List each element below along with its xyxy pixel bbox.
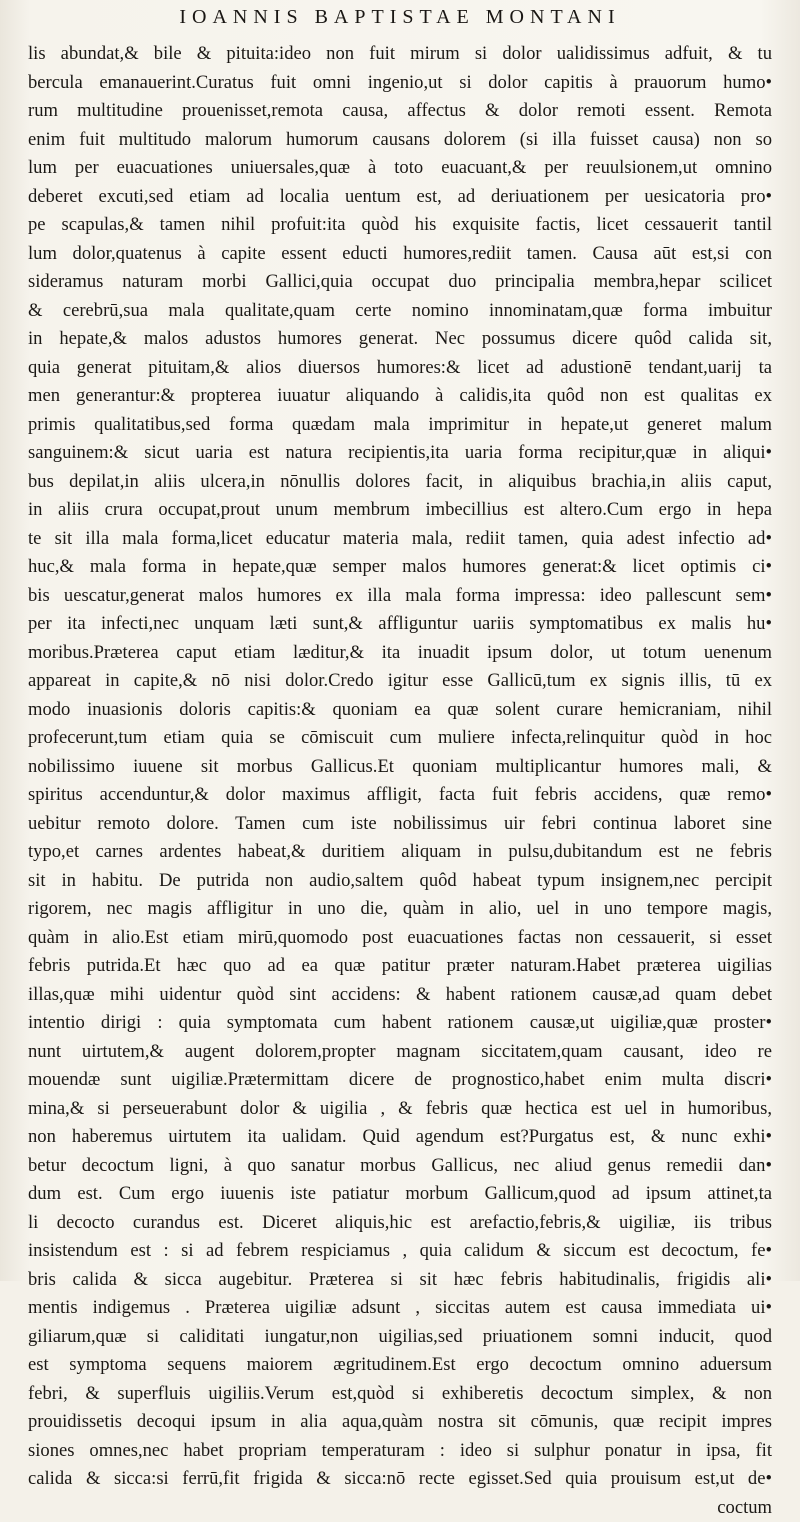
text-line: non haberemus uirtutem ita ualidam. Quid agendum est?Purgatus est, & nunc exhi• bbox=[28, 1123, 772, 1152]
text-line: febri, & superfluis uigiliis.Verum est,quòd si exhiberetis decoctum simplex, & non bbox=[28, 1380, 772, 1409]
text-line: lum per euacuationes uniuersales,quæ à toto euacuant,& per reuulsionem,ut omnino bbox=[28, 154, 772, 183]
text-line: giliarum,quæ si caliditati iungatur,non uigilias,sed priuationem somni inducit, quod bbox=[28, 1323, 772, 1352]
text-line: prouidissetis decoqui ipsum in alia aqua,quàm nostra sit cōmunis, quæ recipit impres bbox=[28, 1408, 772, 1437]
text-line: bris calida & sicca augebitur. Præterea si sit hæc febris habitudinalis, frigidis ali• bbox=[28, 1266, 772, 1295]
text-line: te sit illa mala forma,licet educatur materia mala, rediit tamen, quia adest infectio ad• bbox=[28, 525, 772, 554]
text-line: pe scapulas,& tamen nihil profuit:ita quòd his exquisite factis, licet cessauerit tantil bbox=[28, 211, 772, 240]
text-line: moribus.Præterea caput etiam læditur,& ita inuadit ipsum dolor, ut totum uenenum bbox=[28, 639, 772, 668]
text-line: in hepate,& malos adustos humores generat. Nec possumus dicere quôd calida sit, bbox=[28, 325, 772, 354]
running-head: IOANNIS BAPTISTAE MONTANI bbox=[0, 6, 800, 29]
text-line: sideramus naturam morbi Gallici,quia occupat duo principalia membra,hepar scilicet bbox=[28, 268, 772, 297]
text-line: siones omnes,nec habet propriam temperaturam : ideo si sulphur ponatur in ipsa, fit bbox=[28, 1437, 772, 1466]
text-line: lum dolor,quatenus à capite essent educti humores,rediit tamen. Causa aūt est,si con bbox=[28, 240, 772, 269]
text-line: in aliis crura occupat,prout unum membrum imbecillius est altero.Cum ergo in hepa bbox=[28, 496, 772, 525]
text-line: appareat in capite,& nō nisi dolor.Credo igitur esse Gallicū,tum ex signis illis, tū ex bbox=[28, 667, 772, 696]
text-line: betur decoctum ligni, à quo sanatur morbus Gallicus, nec aliud genus remedii dan• bbox=[28, 1152, 772, 1181]
text-line: mina,& si perseuerabunt dolor & uigilia , & febris quæ hectica est uel in humoribus, bbox=[28, 1095, 772, 1124]
text-line: huc,& mala forma in hepate,quæ semper malos humores generat:& licet optimis ci• bbox=[28, 553, 772, 582]
text-line: lis abundat,& bile & pituita:ideo non fuit mirum si dolor ualidissimus adfuit, & tu bbox=[28, 40, 772, 69]
text-line: mentis indigemus . Præterea uigiliæ adsunt , siccitas autem est causa immediata ui• bbox=[28, 1294, 772, 1323]
text-line: dum est. Cum ergo iuuenis iste patiatur morbum Gallicum,quod ad ipsum attinet,ta bbox=[28, 1180, 772, 1209]
text-line: per ita infecti,nec unquam læti sunt,& affliguntur uariis symptomatibus ex malis hu• bbox=[28, 610, 772, 639]
text-line: sanguinem:& sicut uaria est natura recipientis,ita uaria forma recipitur,quæ in aliqui• bbox=[28, 439, 772, 468]
text-line: bis uescatur,generat malos humores ex illa mala forma impressa: ideo pallescunt sem• bbox=[28, 582, 772, 611]
text-line: insistendum est : si ad febrem respiciamus , quia calidum & siccum est decoctum, fe• bbox=[28, 1237, 772, 1266]
text-line: li decocto curandus est. Diceret aliquis,hic est arefactio,febris,& uigiliæ, iis tribus bbox=[28, 1209, 772, 1238]
text-line: bus depilat,in aliis ulcera,in nōnullis dolores facit, in aliquibus brachia,in aliis caput, bbox=[28, 468, 772, 497]
text-line: uebitur remoto dolore. Tamen cum iste nobilissimus uir febri continua laboret sine bbox=[28, 810, 772, 839]
body-text bbox=[28, 40, 772, 1522]
text-line: bercula emanauerint.Curatus fuit omni ingenio,ut si dolor capitis à prauorum humo• bbox=[28, 69, 772, 98]
catchword: coctum bbox=[28, 1494, 772, 1522]
text-line: rigorem, nec magis affligitur in uno die, quàm in alio, uel in uno tempore magis, bbox=[28, 895, 772, 924]
text-line: enim fuit multitudo malorum humorum causans dolorem (si illa fuisset causa) non so bbox=[28, 126, 772, 155]
text-line: men generantur:& propterea iuuatur aliquando à calidis,ita quôd non est qualitas ex bbox=[28, 382, 772, 411]
text-line: typo,et carnes ardentes habeat,& duritiem aliquam in pulsu,dubitandum est ne febris bbox=[28, 838, 772, 867]
text-line: spiritus accenduntur,& dolor maximus affligit, facta fuit febris accidens, quæ remo• bbox=[28, 781, 772, 810]
text-line: deberet excuti,sed etiam ad localia uentum est, ad deriuationem per uesicatoria pro• bbox=[28, 183, 772, 212]
text-line: calida & sicca:si ferrū,fit frigida & sicca:nō recte egisset.Sed quia prouisum est,ut de• bbox=[28, 1465, 772, 1494]
text-line: intentio dirigi : quia symptomata cum habent rationem causæ,ut uigiliæ,quæ proster• bbox=[28, 1009, 772, 1038]
text-line: est symptoma sequens maiorem ægritudinem.Est ergo decoctum omnino aduersum bbox=[28, 1351, 772, 1380]
text-line: primis qualitatibus,sed forma quædam mala imprimitur in hepate,ut generet malum bbox=[28, 411, 772, 440]
text-line: quàm in alio.Est etiam mirū,quomodo post euacuationes factas non cessauerit, si esset bbox=[28, 924, 772, 953]
text-line: modo inuasionis doloris capitis:& quoniam ea quæ solent curare hemicraniam, nihil bbox=[28, 696, 772, 725]
text-line: nobilissimo iuuene sit morbus Gallicus.Et quoniam multiplicantur humores mali, & bbox=[28, 753, 772, 782]
text-line: profecerunt,tum etiam quia se cōmiscuit cum muliere infecta,relinquitur quòd in hoc bbox=[28, 724, 772, 753]
text-line: mouendæ sunt uigiliæ.Prætermittam dicere de prognostico,habet enim multa discri• bbox=[28, 1066, 772, 1095]
text-line: sit in habitu. De putrida non audio,saltem quôd habeat typum insignem,nec percipit bbox=[28, 867, 772, 896]
text-line: nunt uirtutem,& augent dolorem,propter magnam siccitatem,quam causant, ideo re bbox=[28, 1038, 772, 1067]
text-line: febris putrida.Et hæc quo ad ea quæ patitur præter naturam.Habet præterea uigilias bbox=[28, 952, 772, 981]
text-line: rum multitudine prouenisset,remota causa, affectus & dolor remoti essent. Remota bbox=[28, 97, 772, 126]
text-line: quia generat pituitam,& alios diuersos humores:& licet ad adustionē tendant,uarij ta bbox=[28, 354, 772, 383]
text-line: illas,quæ mihi uidentur quòd sint accidens: & habent rationem causæ,ad quam debet bbox=[28, 981, 772, 1010]
text-line: & cerebrū,sua mala qualitate,quam certe nomino innominatam,quæ forma imbuitur bbox=[28, 297, 772, 326]
